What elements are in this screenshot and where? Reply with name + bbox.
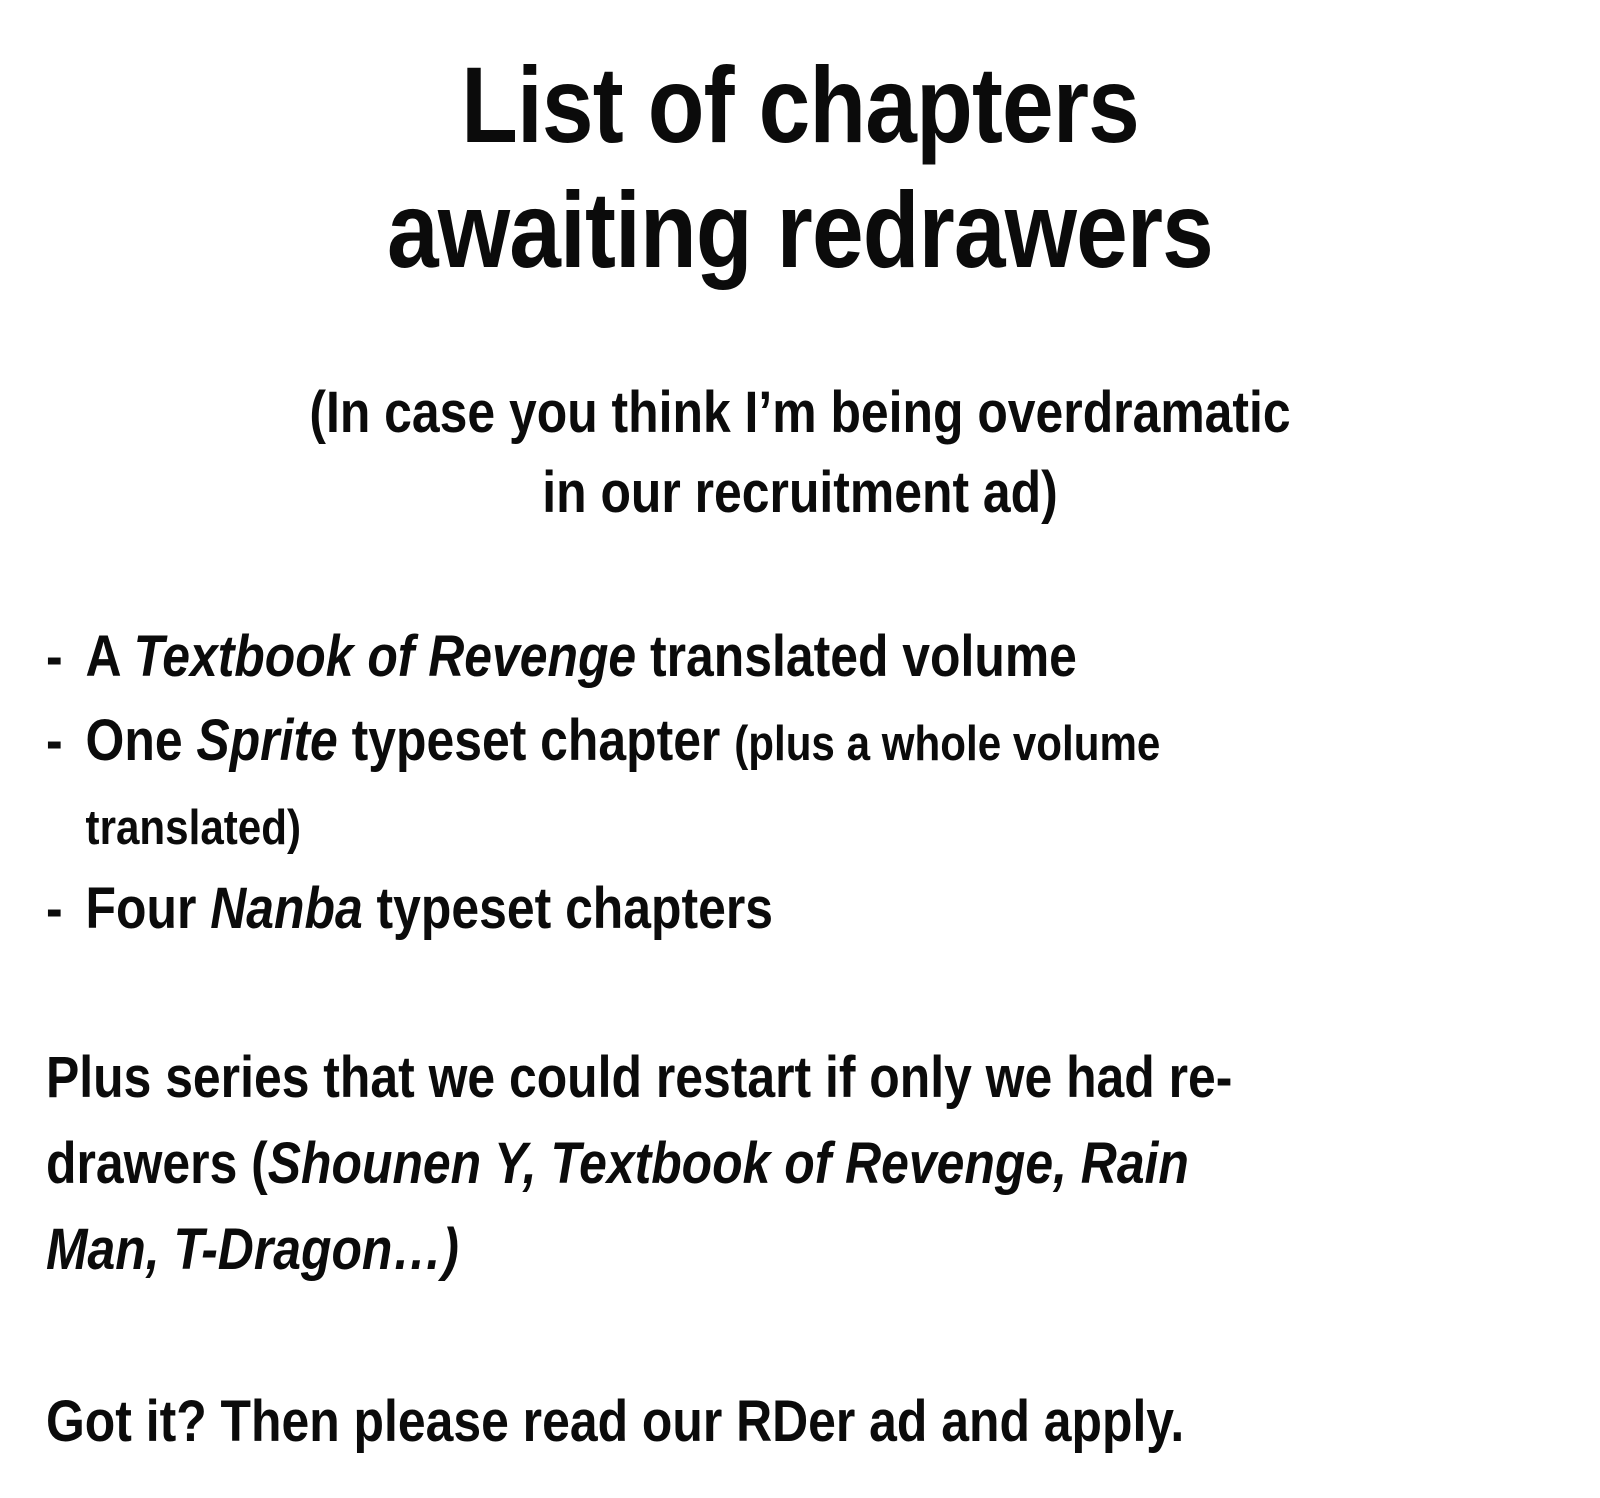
closing-paren: ) [442, 1216, 459, 1282]
item-text: typeset chapters [362, 875, 773, 941]
paragraph-line-2-text: drawers ( [46, 1130, 268, 1196]
call-to-action-text: Got it? Then please read our RDer ad and apply. [46, 1389, 1185, 1455]
series-title: Textbook of Revenge [133, 623, 637, 689]
subtitle [0, 373, 1600, 533]
series-names: Shounen Y, Textbook of Revenge, Rain [267, 1130, 1189, 1196]
list-item-sprite [46, 699, 1343, 867]
list-item-nanba [46, 867, 1343, 951]
series-names: Man, T-Dragon… [46, 1216, 443, 1282]
item-parenthetical-line-2: translated) [85, 800, 302, 855]
bullet-dash: - [46, 623, 63, 689]
restart-paragraph [46, 1035, 1343, 1292]
page-title [0, 0, 1600, 293]
page-title-line-1: List of chapters [461, 44, 1139, 165]
page-title-line-2: awaiting redrawers [387, 169, 1213, 291]
item-text: translated volume [636, 623, 1077, 689]
bullet-dash: - [46, 707, 63, 773]
series-title: Sprite [196, 707, 338, 773]
subtitle-line-1: (In case you think I’m being overdramatic [309, 379, 1291, 445]
body-text [0, 615, 1600, 1465]
list-item-textbook-of-revenge [46, 615, 1343, 699]
series-title: Nanba [210, 875, 363, 941]
item-text: typeset chapter [337, 707, 735, 773]
paragraph-line-1: Plus series that we could restart if only we had re- [46, 1044, 1233, 1110]
call-to-action [46, 1380, 1343, 1464]
item-text: Four [85, 875, 211, 941]
item-text: One [85, 707, 197, 773]
chapter-list [46, 615, 1343, 951]
item-text: A [85, 623, 134, 689]
item-parenthetical-line-1: (plus a whole volume [734, 716, 1161, 771]
bullet-dash: - [46, 875, 63, 941]
subtitle-line-2: in our recruitment ad) [542, 459, 1058, 525]
